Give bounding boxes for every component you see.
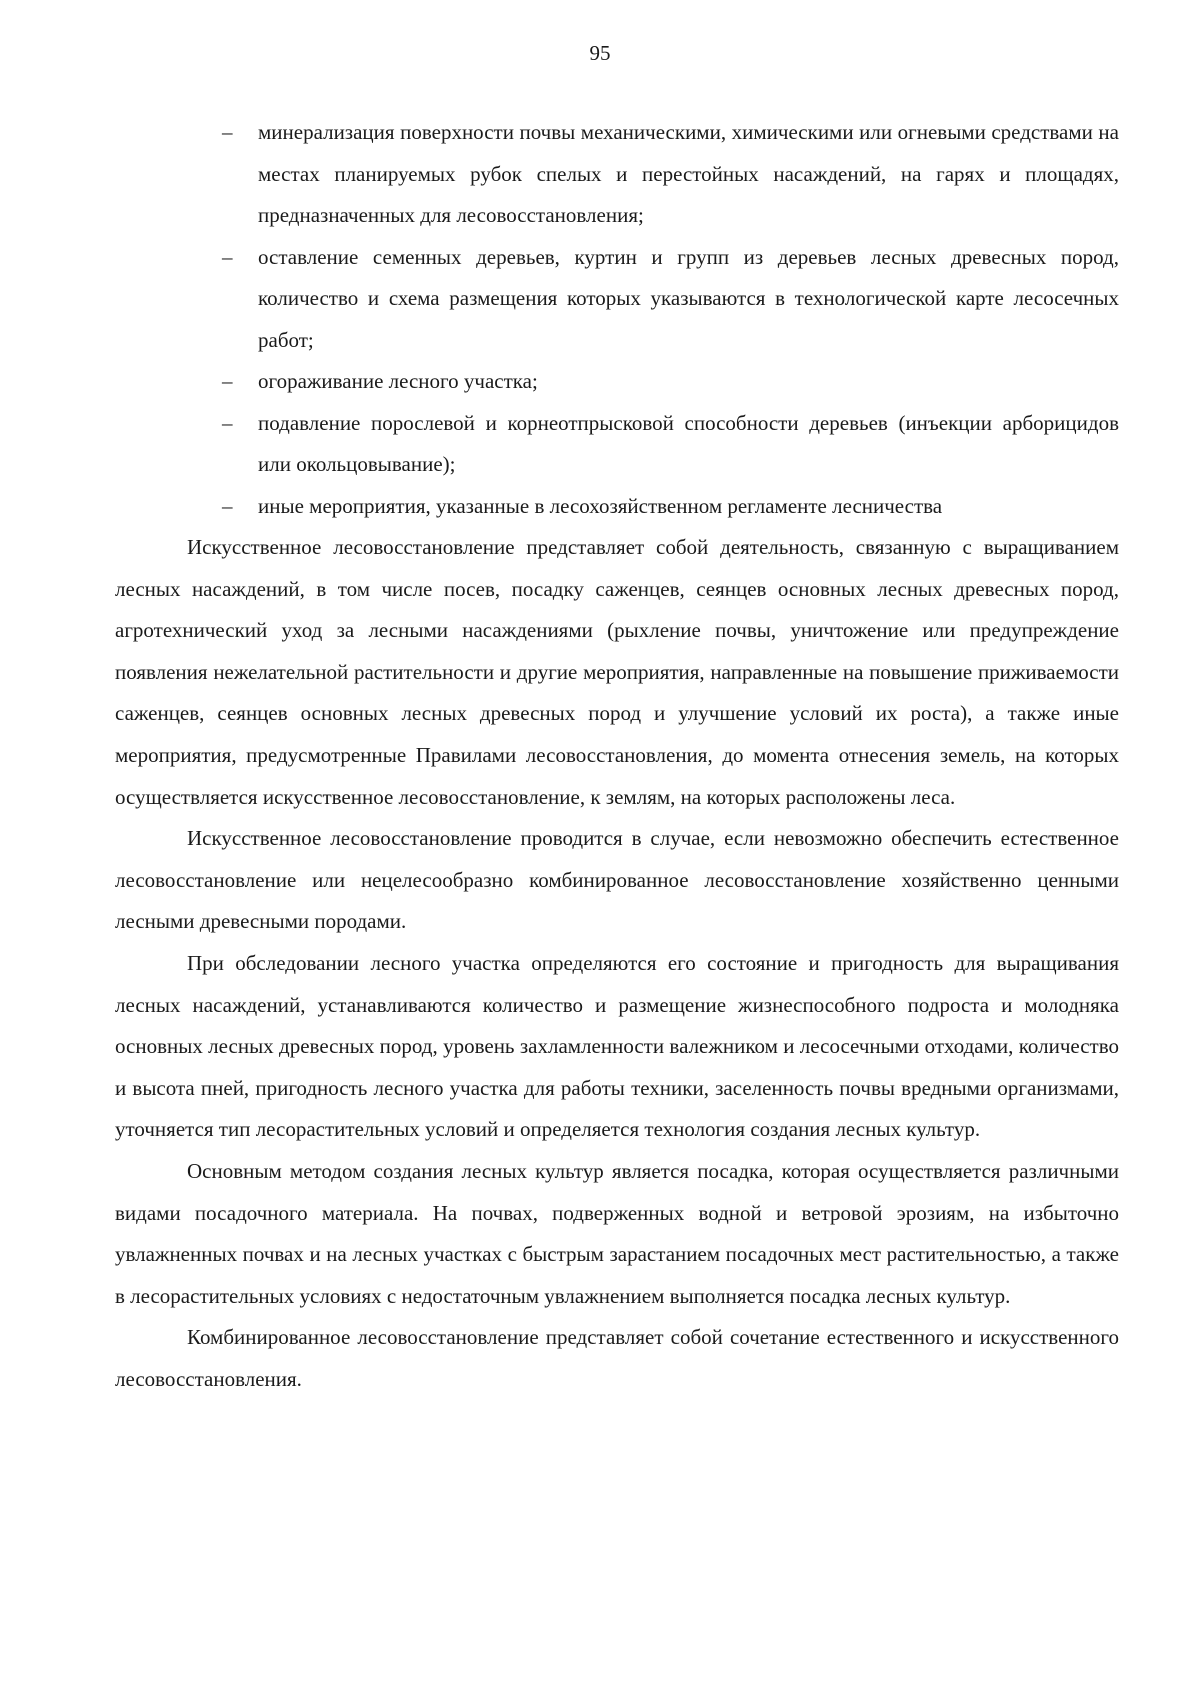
paragraph: Основным методом создания лесных культур является посадка, которая осуществляется различными видами посадочного материала. На почвах, подверженных водной и ветровой эрозиям, на избыточно увлажненных почвах и на лесных участках с быстрым зарастанием посадочных мест растительностью, а также в лесорастительных условиях с недостаточным увлажнением выполняется посадка лесных культур. [115,1158,1119,1308]
dash-marker: – [222,369,233,393]
list-item [115,237,1119,362]
list-item-text: подавление порослевой и корнеотпрысковой способности деревьев (инъекции арборицидов или окольцовывание); [258,410,1119,476]
dash-marker: – [222,410,233,435]
list-item [115,403,1119,486]
list-item-text: минерализация поверхности почвы механическими, химическими или огневыми средствами на местах планируемых рубок спелых и перестойных насаждений, на гарях и площадях, предназначенных для лесовосстановления; [258,120,1119,227]
list-item [115,486,1119,528]
dash-marker: – [222,493,233,518]
dash-marker: – [222,120,233,144]
list-item-text: оставление семенных деревьев, куртин и групп из деревьев лесных древесных пород, количество и схема размещения которых указываются в технологической карте лесосечных работ; [258,244,1119,352]
paragraph: Искусственное лесовосстановление представляет собой деятельность, связанную с выращиванием лесных насаждений, в том числе посев, посадку саженцев, сеянцев основных лесных древесных пород, агротехнический уход за лесными насаждениями (рыхление почвы, уничтожение или предупреждение появления нежелательной растительности и другие мероприятия, направленные на повышение приживаемости саженцев, сеянцев основных лесных древесных пород и улучшение условий их роста), а также иные мероприятия, предусмотренные Правилами лесовосстановления, до момента отнесения земель, на которых осуществляется искусственное лесовосстановление, к землям, на которых расположены леса. [115,535,1119,809]
list-item-text: огораживание лесного участка; [258,369,538,393]
page-content [115,112,1119,1400]
paragraph: Комбинированное лесовосстановление представляет собой сочетание естественного и искусственного лесовосстановления. [115,1325,1119,1391]
list-item [115,361,1119,403]
paragraph: При обследовании лесного участка определяются его состояние и пригодность для выращивания лесных насаждений, устанавливаются количество и размещение жизнеспособного подроста и молодняка основных лесных древесных пород, уровень захламленности валежником и лесосечными отходами, количество и высота пней, пригодность лесного участка для работы техники, заселенность почвы вредными организмами, уточняется тип лесорастительных условий и определяется технология создания лесных культур. [115,950,1119,1142]
dash-marker: – [222,244,233,269]
list-item [115,112,1119,237]
paragraph: Искусственное лесовосстановление проводится в случае, если невозможно обеспечить естественное лесовосстановление или нецелесообразно комбинированное лесовосстановление хозяйственно ценными лесными древесными породами. [115,826,1119,934]
bullet-list [115,112,1119,527]
page-number: 95 [589,41,611,65]
list-item-text: иные мероприятия, указанные в лесохозяйственном регламенте лесничества [258,493,943,518]
